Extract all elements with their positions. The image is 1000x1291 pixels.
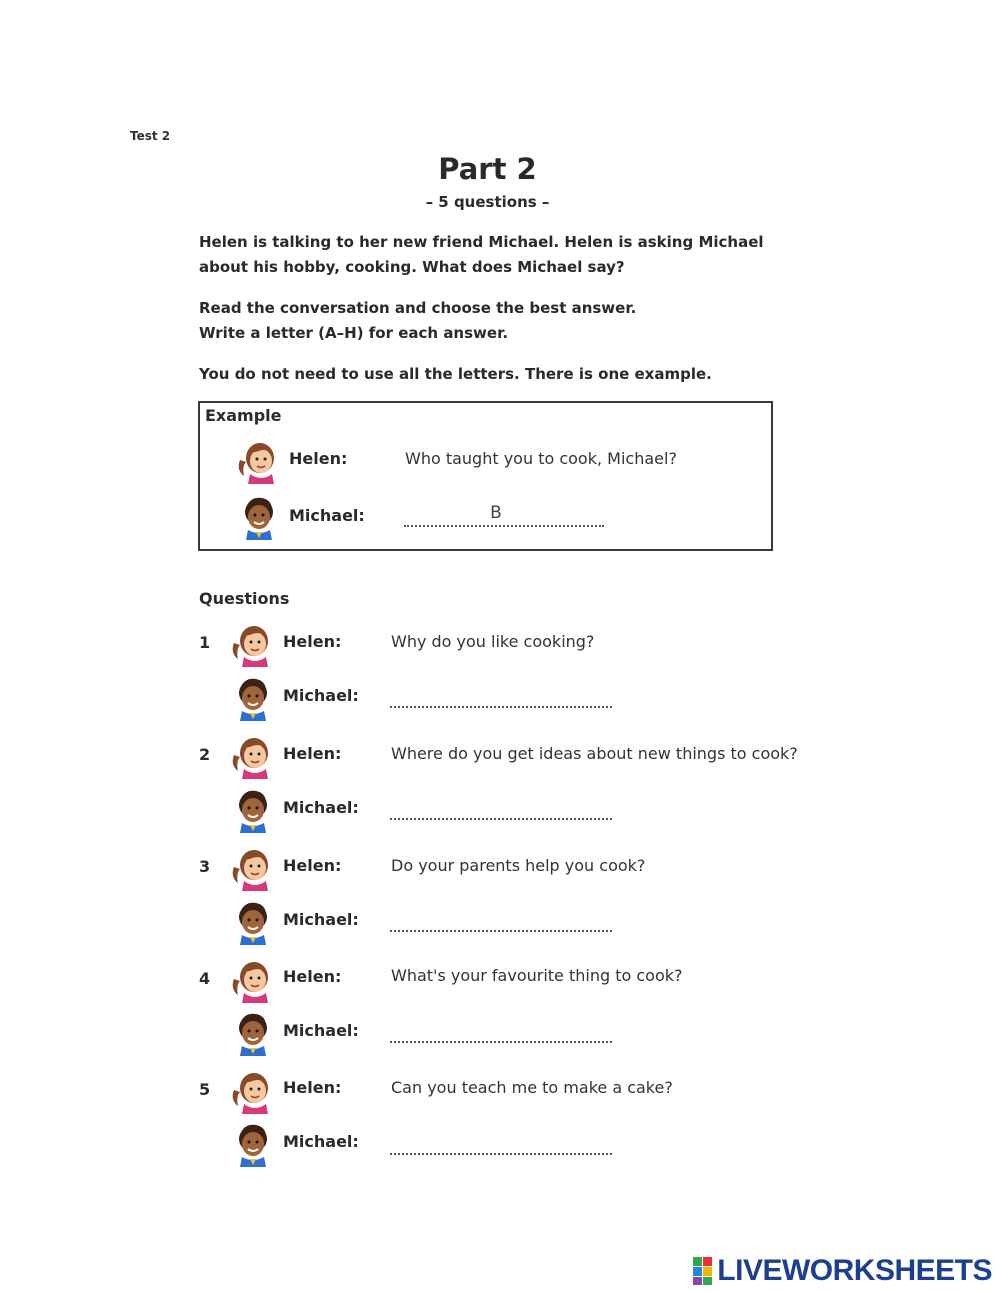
example-answer: B	[490, 503, 502, 523]
instruction-paragraph-3	[199, 362, 799, 387]
example-helen-line: Who taught you to cook, Michael?	[405, 449, 677, 468]
question-michael-name: Michael:	[283, 1021, 359, 1040]
michael-avatar	[230, 673, 274, 725]
test-label: Test 2	[130, 129, 171, 143]
question-michael-name: Michael:	[283, 686, 359, 705]
example-box	[198, 401, 773, 551]
question-number: 4	[199, 969, 211, 988]
answer-line-4[interactable]	[390, 1027, 612, 1043]
question-helen-name: Helen:	[283, 632, 342, 651]
answer-line-3[interactable]	[390, 916, 612, 932]
answer-line-5[interactable]	[390, 1139, 612, 1155]
liveworksheets-logo	[693, 1254, 992, 1288]
michael-avatar	[230, 897, 274, 949]
michael-face-icon	[236, 492, 280, 540]
question-helen-name: Helen:	[283, 967, 342, 986]
helen-avatar	[236, 436, 280, 488]
answer-line-2[interactable]	[390, 804, 612, 820]
helen-avatar	[230, 619, 274, 671]
instruction-line: Helen is talking to her new friend Michael. Helen is asking Michael	[199, 233, 764, 251]
example-title: Example	[205, 406, 282, 425]
helen-avatar	[230, 843, 274, 895]
question-helen-line: Why do you like cooking?	[391, 632, 595, 651]
question-helen-line: Where do you get ideas about new things to cook?	[391, 744, 798, 763]
page-subtitle: – 5 questions –	[425, 193, 550, 211]
question-number: 1	[199, 633, 211, 652]
question-michael-name: Michael:	[283, 1132, 359, 1151]
helen-face-icon	[230, 1066, 274, 1114]
instruction-line: Write a letter (A–H) for each answer.	[199, 324, 509, 342]
example-helen-name: Helen:	[289, 449, 348, 468]
question-michael-name: Michael:	[283, 910, 359, 929]
question-helen-name: Helen:	[283, 744, 342, 763]
helen-face-icon	[230, 955, 274, 1003]
michael-face-icon	[230, 1008, 274, 1056]
michael-avatar	[230, 785, 274, 837]
instruction-line: Read the conversation and choose the best answer.	[199, 299, 637, 317]
instruction-paragraph-2	[199, 296, 799, 346]
page-title: Part 2	[438, 152, 537, 186]
question-helen-name: Helen:	[283, 1078, 342, 1097]
brand-name: LIVEWORKSHEETS	[717, 1254, 992, 1287]
helen-face-icon	[236, 436, 280, 484]
helen-avatar	[230, 731, 274, 783]
instruction-line: You do not need to use all the letters. There is one example.	[199, 365, 712, 383]
question-number: 5	[199, 1080, 211, 1099]
question-helen-line: Do your parents help you cook?	[391, 856, 646, 875]
michael-face-icon	[230, 1119, 274, 1167]
instruction-paragraph-1	[199, 230, 799, 280]
question-michael-name: Michael:	[283, 798, 359, 817]
michael-face-icon	[230, 785, 274, 833]
michael-avatar	[230, 1008, 274, 1060]
helen-face-icon	[230, 843, 274, 891]
michael-face-icon	[230, 673, 274, 721]
helen-face-icon	[230, 619, 274, 667]
question-number: 3	[199, 857, 211, 876]
helen-avatar	[230, 1066, 274, 1118]
question-number: 2	[199, 745, 211, 764]
helen-avatar	[230, 955, 274, 1007]
question-helen-line: Can you teach me to make a cake?	[391, 1078, 673, 1097]
question-helen-name: Helen:	[283, 856, 342, 875]
michael-avatar	[236, 492, 280, 544]
michael-face-icon	[230, 897, 274, 945]
answer-line-1[interactable]	[390, 692, 612, 708]
liveworksheets-blocks-icon	[693, 1257, 713, 1285]
instruction-line: about his hobby, cooking. What does Michael say?	[199, 258, 625, 276]
questions-title: Questions	[199, 589, 290, 608]
michael-avatar	[230, 1119, 274, 1171]
helen-face-icon	[230, 731, 274, 779]
question-helen-line: What's your favourite thing to cook?	[391, 966, 683, 985]
example-michael-name: Michael:	[289, 506, 365, 525]
